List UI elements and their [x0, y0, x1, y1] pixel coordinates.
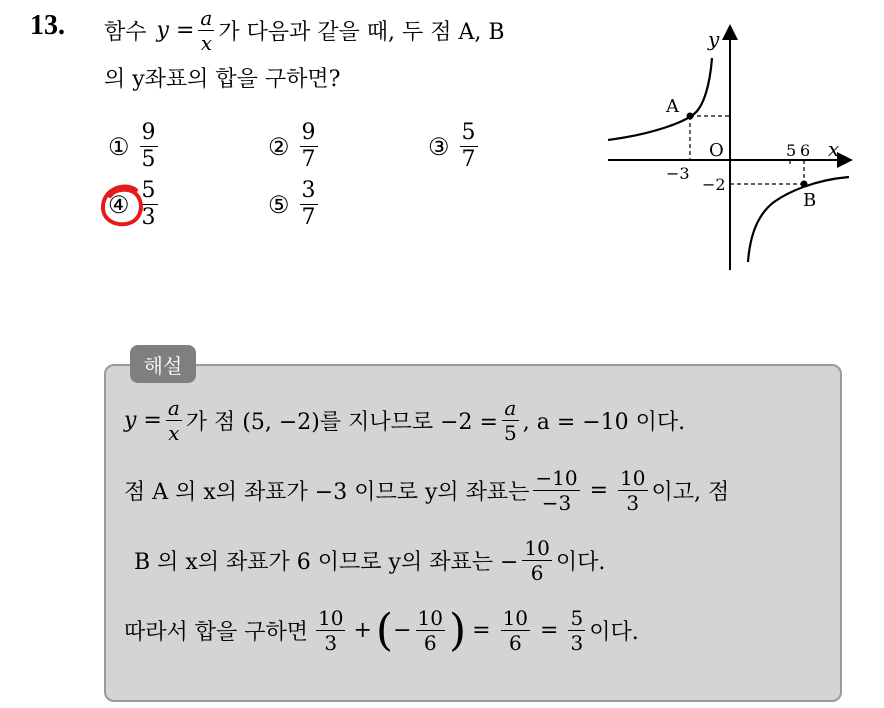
solution-tag: 해설 — [130, 345, 196, 383]
point-b-dot — [801, 181, 808, 188]
frac-den: 6 — [423, 631, 437, 655]
equals-sign: = — [472, 618, 491, 643]
choice-den: 7 — [301, 147, 316, 172]
tick-label-neg3: −3 — [666, 164, 690, 183]
frac-den: 3 — [626, 491, 640, 515]
choice-5[interactable] — [268, 180, 318, 229]
curve-branch-right — [748, 177, 849, 262]
solution-line-4 — [124, 604, 639, 656]
solution-text: , a = −10 이다. — [522, 410, 686, 435]
choice-fraction — [460, 122, 478, 171]
choice-den: 7 — [301, 205, 316, 230]
frac-num: a — [167, 396, 180, 420]
question-func-lhs: y = — [156, 18, 195, 43]
choice-den: 5 — [141, 147, 156, 172]
frac-den: 6 — [530, 561, 544, 585]
tick-label-5: 5 — [786, 141, 797, 160]
solution-text: B 의 x의 좌표가 6 이므로 y의 좌표는 − — [134, 550, 519, 575]
equals-sign: = — [540, 618, 559, 643]
choice-3[interactable] — [428, 122, 478, 171]
frac-num: 5 — [570, 606, 584, 630]
paren-right: ) — [448, 604, 467, 656]
solution-line-1 — [124, 398, 685, 443]
solution-text: 이다. — [555, 550, 606, 575]
choice-num: 5 — [141, 178, 156, 203]
choice-marker: ① — [108, 132, 130, 161]
question-line-1 — [104, 8, 505, 53]
choice-num: 5 — [461, 120, 476, 145]
y-axis-label: y — [708, 27, 720, 51]
point-b-label: B — [803, 190, 817, 211]
solution-text: 점 A 의 x의 좌표가 −3 이므로 y의 좌표는 — [124, 480, 530, 505]
fraction — [502, 398, 519, 443]
curve-branch-left — [608, 58, 712, 140]
solution-text: 이고, 점 — [651, 480, 730, 505]
frac-num: 10 — [318, 606, 344, 630]
paren-left: ( — [375, 604, 394, 656]
choice-1[interactable] — [108, 122, 158, 171]
frac-num: a — [504, 396, 517, 420]
fraction — [522, 538, 551, 583]
frac-num: 10 — [620, 466, 646, 490]
solution-text: 가 점 (5, −2)를 지나므로 −2 = — [185, 410, 498, 435]
choice-num: 9 — [141, 120, 156, 145]
choice-den: 7 — [461, 147, 476, 172]
point-a-label: A — [666, 96, 679, 117]
fraction — [533, 468, 579, 513]
frac-num: 10 — [524, 536, 550, 560]
choice-marker: ③ — [428, 132, 450, 161]
tick-label-6: 6 — [800, 141, 811, 160]
choice-fraction — [140, 122, 158, 171]
choice-marker: ⑤ — [268, 190, 290, 219]
frac-num: 10 — [417, 606, 443, 630]
origin-label: O — [709, 140, 724, 161]
fraction — [568, 608, 585, 653]
solution-text: 이다. — [589, 620, 639, 645]
fraction — [316, 608, 345, 653]
minus-sign: − — [393, 618, 412, 643]
math-text: y = — [124, 408, 162, 433]
frac-num: 10 — [502, 606, 529, 630]
equals-sign: = — [589, 478, 609, 503]
solution-line-3 — [134, 538, 605, 583]
choice-fraction — [300, 180, 318, 229]
frac-den: 6 — [508, 631, 522, 655]
choice-marker: ② — [268, 132, 290, 161]
choice-2[interactable] — [268, 122, 318, 171]
problem-number: 13. — [30, 10, 65, 41]
question-line-2: 의 y좌표의 합을 구하면? — [104, 67, 341, 92]
question-fraction-num: a — [200, 6, 213, 30]
frac-den: 3 — [324, 631, 338, 655]
selected-answer-circle-icon — [98, 184, 148, 230]
frac-den: −3 — [541, 491, 572, 515]
frac-den: x — [168, 421, 180, 445]
choice-num: 3 — [301, 178, 316, 203]
fraction — [618, 468, 647, 513]
point-a-dot — [687, 113, 694, 120]
solution-line-2 — [124, 468, 729, 513]
question-fraction — [198, 8, 214, 53]
question-prefix: 함수 — [104, 20, 147, 45]
solution-text: 따라서 합을 구하면 — [124, 620, 309, 645]
hyperbola-graph — [604, 22, 854, 274]
choice-fraction — [300, 122, 318, 171]
fraction — [166, 398, 182, 443]
frac-num: −10 — [535, 466, 578, 490]
fraction — [501, 608, 530, 653]
fraction — [416, 608, 445, 653]
frac-den: 3 — [570, 631, 584, 655]
choice-den: 3 — [141, 205, 156, 230]
question-fraction-den: x — [200, 31, 212, 55]
tick-label-neg2: −2 — [702, 175, 726, 194]
question-suffix: 가 다음과 같을 때, 두 점 A, B — [218, 20, 505, 45]
choice-marker: ④ — [108, 190, 130, 219]
x-axis-label: x — [828, 137, 840, 161]
plus-sign: + — [353, 618, 372, 643]
frac-den: 5 — [503, 421, 517, 445]
choice-num: 9 — [301, 120, 316, 145]
